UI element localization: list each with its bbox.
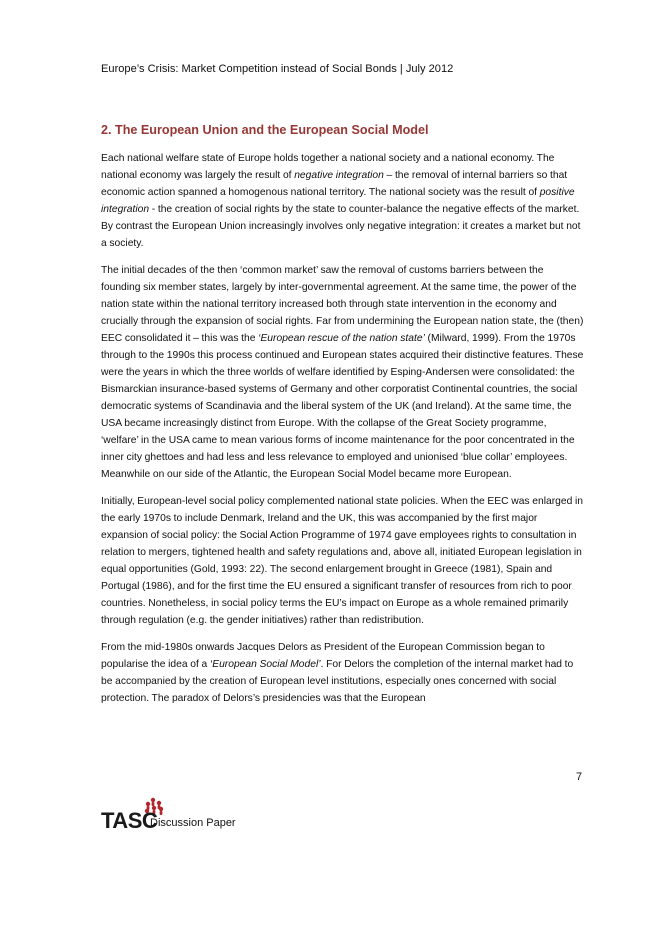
- running-header: Europe’s Crisis: Market Competition instead of Social Bonds | July 2012: [101, 63, 454, 75]
- italic-phrase: positive integration: [101, 187, 575, 215]
- page-number: 7: [576, 771, 583, 783]
- paragraph: From the mid-1980s onwards Jacques Delors as President of the European Commission began to popularise the idea of a ‘European Social Model’. For Delors the completion of the internal market had to be accompanied by the creation of European level institutions, especially ones concerned with social protection. The paradox of Delors’s presidencies was that the European: [101, 642, 574, 704]
- italic-phrase: ‘European rescue of the nation state’: [258, 333, 425, 344]
- italic-phrase: ‘European Social Model’: [209, 659, 321, 670]
- body-text: [101, 150, 585, 717]
- section-heading: 2. The European Union and the European Social Model: [101, 123, 429, 137]
- italic-phrase: negative integration: [294, 170, 384, 181]
- footer-label: Discussion Paper: [150, 817, 236, 829]
- paragraph: The initial decades of the then ‘common market’ saw the removal of customs barriers between the founding six member states, largely by inter-governmental agreement. At the same time, the power of the nation state within the national territory increased both through state intervention in the economy and crucially through the expansion of social rights. Far from undermining the European nation state, the (then) EEC consolidated it – this was the ‘European rescue of the nation state’ (Milward, 1999). From the 1970s through to the 1990s this process continued and European states acquired their distinctive features. These were the years in which the three worlds of welfare identified by Esping-Andersen were consolidated: the Bismarckian insurance-based systems of Germany and other corporatist Continental countries, the social democratic systems of Scandinavia and the liberal system of the UK (and Ireland). At the same time, the USA became increasingly distinct from Europe. With the collapse of the Great Society programme, ‘welfare’ in the USA came to mean various forms of income maintenance for the poor concentrated in the inner city ghettoes and had less and less relevance to employed and unionised ‘blue collar’ employees. Meanwhile on our side of the Atlantic, the European Social Model became more European.: [101, 265, 584, 480]
- paragraph: Each national welfare state of Europe holds together a national society and a national economy. The national economy was largely the result of negative integration – the removal of internal barriers so that economic action spanned a homogenous national territory. The national society was the result of positive integration - the creation of social rights by the state to counter-balance the negative effects of the market. By contrast the European Union increasingly involves only negative integration: it creates a market but not a society.: [101, 153, 581, 249]
- paragraph: Initially, European-level social policy complemented national state policies. When the EEC was enlarged in the early 1970s to include Denmark, Ireland and the UK, this was accompanied by the first major expansion of social policy: the Social Action Programme of 1974 gave employees rights to consultation in relation to mergers, tightened health and safety regulations and, above all, initiated European legislation in equal opportunities (Gold, 1993: 22). The second enlargement brought in Greece (1981), Spain and Portugal (1986), and for the first time the EU ensured a significant transfer of resources from rich to poor countries. Nonetheless, in social policy terms the EU’s impact on Europe as a whole remained primarily through regulation (e.g. the gender initiatives) rather than redistribution.: [101, 496, 583, 626]
- tasc-logo-text: TASC: [101, 808, 158, 831]
